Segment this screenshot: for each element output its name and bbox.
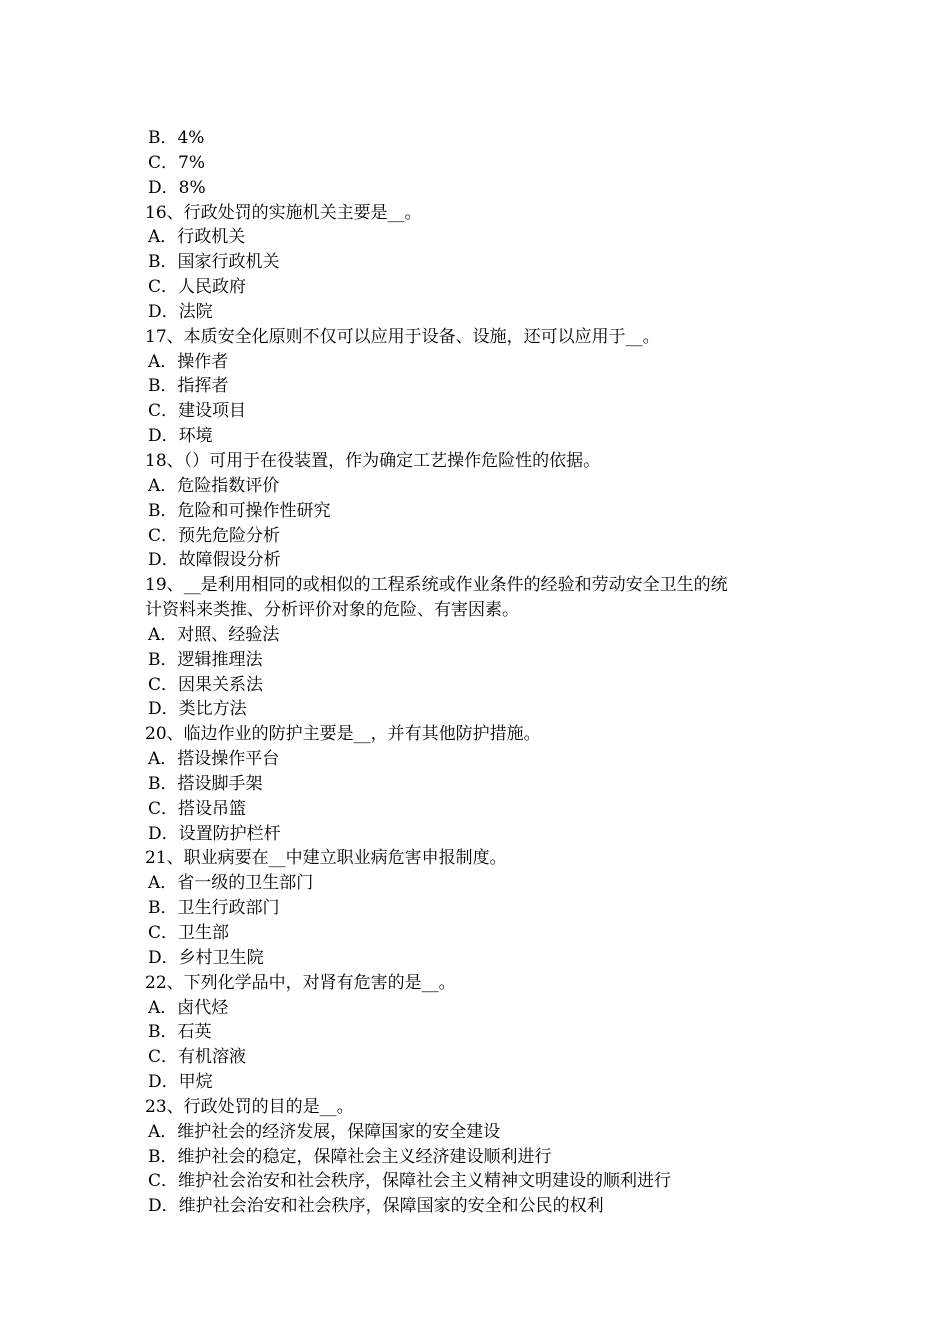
option-q23-a: A．维护社会的经济发展，保障国家的安全建设 [148,1121,501,1142]
option-q22-a: A．卤代烃 [148,997,229,1018]
option-q17-b: B．指挥者 [148,376,229,397]
option-q21-d: D．乡村卫生院 [148,947,264,968]
option-q18-c: C．预先危险分析 [148,525,281,546]
option-q23-c: C．维护社会治安和社会秩序，保障社会主义精神文明建设的顺利进行 [148,1171,672,1192]
question-19: 19、__是利用相同的或相似的工程系统或作业条件的经验和劳动安全卫生的统 [145,575,728,596]
option-q16-b: B．国家行政机关 [148,252,280,273]
option-q19-c: C．因果关系法 [148,674,264,695]
option-q19-a: A．对照、经验法 [148,624,280,645]
question-17: 17、本质安全化原则不仅可以应用于设备、设施，还可以应用于__。 [145,326,660,347]
option-q21-c: C．卫生部 [148,923,230,943]
option-q15-d: D．8% [148,177,206,198]
option-q17-a: A．操作者 [148,351,229,372]
option-q22-c: C．有机溶液 [148,1047,247,1068]
document-page [145,126,825,1219]
question-18: 18、（）可用于在役装置，作为确定工艺操作危险性的依据。 [145,450,601,471]
question-21: 21、职业病要在__中建立职业病危害申报制度。 [145,848,507,869]
option-q16-d: D．法院 [148,301,213,322]
option-q15-c: C．7% [148,152,205,173]
option-q21-b: B．卫生行政部门 [148,898,280,919]
option-q23-d: D．维护社会治安和社会秩序，保障国家的安全和公民的权利 [148,1196,604,1217]
question-20: 20、临边作业的防护主要是__，并有其他防护措施。 [145,724,541,745]
option-q15-b: B．4% [148,128,205,148]
option-q20-d: D．设置防护栏杆 [148,823,281,844]
option-q17-d: D．环境 [148,426,213,447]
option-q20-c: C．搭设吊篮 [148,798,247,819]
option-q19-b: B．逻辑推理法 [148,649,263,670]
option-q18-d: D．故障假设分析 [148,550,281,571]
question-16: 16、行政处罚的实施机关主要是__。 [145,202,422,223]
question-22: 22、下列化学品中，对肾有危害的是__。 [145,972,456,993]
option-q17-c: C．建设项目 [148,401,247,422]
option-q22-d: D．甲烷 [148,1072,213,1093]
question-19-continued: 计资料来类推、分析评价对象的危险、有害因素。 [145,600,519,621]
option-q18-b: B．危险和可操作性研究 [148,500,331,521]
option-q16-c: C．人民政府 [148,277,247,298]
question-23: 23、行政处罚的目的是__。 [145,1096,354,1117]
option-q23-b: B．维护社会的稳定，保障社会主义经济建设顺利进行 [148,1146,552,1167]
option-q16-a: A．行政机关 [148,227,246,248]
option-q20-b: B．搭设脚手架 [148,773,263,794]
option-q18-a: A．危险指数评价 [148,475,280,496]
option-q19-d: D．类比方法 [148,699,247,720]
option-q20-a: A．搭设操作平台 [148,749,280,770]
option-q21-a: A．省一级的卫生部门 [148,873,314,894]
option-q22-b: B．石英 [148,1022,212,1043]
